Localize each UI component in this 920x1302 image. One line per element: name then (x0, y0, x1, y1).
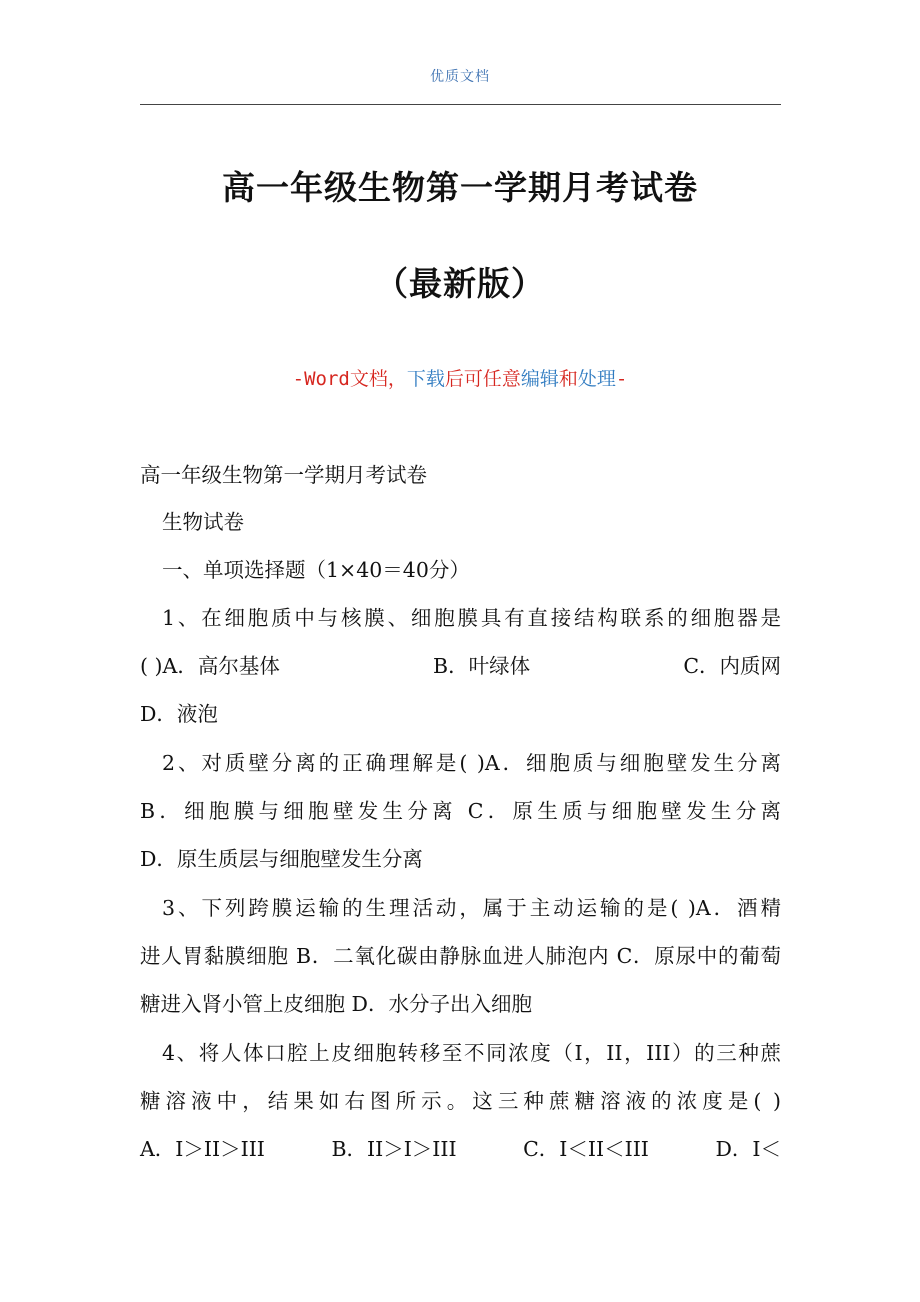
q4-option-a: A．I＞II＞III (140, 1137, 265, 1161)
notice-segment: - (615, 368, 628, 390)
q3-line-3: 糖进入肾小管上皮细胞 D．水分子出入细胞 (140, 992, 532, 1016)
q4-option-d: D．I＜ (715, 1137, 781, 1161)
section-heading: 一、单项选择题（1×40＝40分） (162, 558, 470, 582)
notice-segment: 和 (558, 368, 578, 390)
q4-options (140, 1135, 781, 1163)
subject-label: 生物试卷 (162, 510, 244, 534)
q2-line-3: D．原生质层与细胞壁发生分离 (140, 847, 423, 871)
q1-option-a: ( )A．高尔基体 (140, 654, 280, 678)
q4-line-2: 糖溶液中，结果如右图所示。这三种蔗糖溶液的浓度是( ) (140, 1089, 781, 1113)
header-rule (140, 104, 781, 105)
page-header: 优质文档 (430, 69, 490, 85)
q1-option-d: D．液泡 (140, 702, 218, 726)
document-subtitle: （最新版） (375, 264, 545, 303)
notice-segment: 处理 (577, 368, 616, 390)
notice-segment: 后可任意 (444, 368, 521, 390)
q1-option-c: C．内质网 (683, 654, 781, 678)
document-title: 高一年级生物第一学期月考试卷 (222, 168, 698, 207)
q3-line-2: 进人胃黏膜细胞 B．二氧化碳由静脉血进人肺泡内 C．原尿中的葡萄 (140, 944, 781, 968)
notice-segment: 编辑 (520, 368, 559, 390)
q1-options (140, 652, 781, 680)
q4-option-c: C．I＜II＜III (523, 1137, 649, 1161)
notice-segment: 文档， (349, 368, 407, 390)
q4-line-1: 4、将人体口腔上皮细胞转移至不同浓度（I，II，III）的三种蔗 (162, 1041, 781, 1065)
notice-segment: 下载 (406, 368, 445, 390)
q1-option-b: B．叶绿体 (433, 654, 531, 678)
q3-line-1: 3、下列跨膜运输的生理活动，属于主动运输的是( )A．酒精 (162, 896, 781, 920)
q2-line-2: B．细胞膜与细胞壁发生分离 C．原生质与细胞壁发生分离 (140, 799, 781, 823)
exam-heading: 高一年级生物第一学期月考试卷 (140, 463, 427, 487)
notice-segment: -Word (292, 368, 350, 390)
q4-option-b: B．II＞I＞III (331, 1137, 457, 1161)
editable-notice (0, 364, 920, 391)
q1-stem: 1、在细胞质中与核膜、细胞膜具有直接结构联系的细胞器是 (162, 606, 781, 630)
q2-line-1: 2、对质壁分离的正确理解是( )A．细胞质与细胞壁发生分离 (162, 751, 781, 775)
